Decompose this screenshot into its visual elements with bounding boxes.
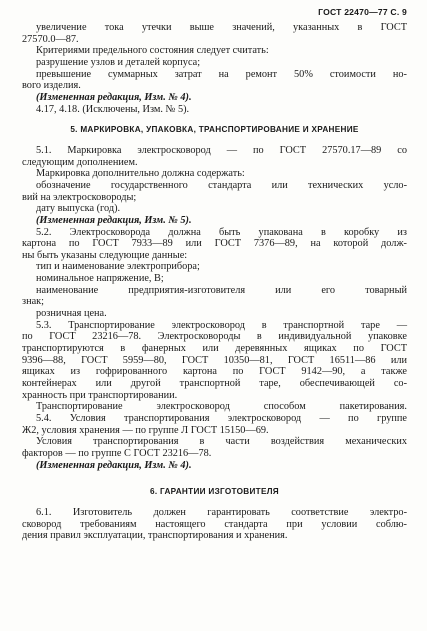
- text-line: превышение суммарных затрат на ремонт 50% стоимости но-: [36, 68, 407, 80]
- text-line: вий на электросковороды;: [22, 191, 137, 203]
- text-line: дения правил эксплуатации, транспортирования и хранения.: [22, 530, 288, 542]
- text-line: транспортируются в фанерных или деревянных ящиках по ГОСТ: [22, 343, 407, 355]
- amendment-note: (Измененная редакция, Изм. № 4).: [36, 91, 192, 103]
- text-line: Ж2, условия хранения — по группе Л ГОСТ 15150—69.: [22, 424, 269, 436]
- text-line: вого изделия.: [22, 80, 81, 92]
- text-line: следующим дополнением.: [22, 156, 138, 168]
- amendment-note: (Измененная редакция, Изм. № 5).: [36, 214, 192, 226]
- text-line: по ГОСТ 23216—78. Электросковороды в индивидуальной упаковке: [22, 331, 407, 343]
- text-line: 4.17, 4.18. (Исключены, Изм. № 5).: [36, 103, 190, 115]
- text-line: разрушение узлов и деталей корпуса;: [36, 56, 201, 68]
- text-line: знак;: [22, 296, 45, 308]
- text-line: Условия транспортирования в части воздействия механических: [36, 436, 407, 448]
- text-line: 5.3. Транспортирование электросковород в транспортной таре —: [36, 319, 407, 331]
- text-line: Маркировка дополнительно должна содержать:: [36, 168, 245, 180]
- text-line: хранность при транспортировании.: [22, 389, 178, 401]
- text-line: Критериями предельного состояния следует считать:: [36, 45, 269, 57]
- text-line: 5.2. Электросковорода должна быть упакована в коробку из: [36, 226, 407, 238]
- text-line: обозначение государственного стандарта или технических усло-: [36, 179, 407, 191]
- text-line: номинальное напряжение, В;: [36, 273, 164, 285]
- text-line: 9396—88, ГОСТ 5959—80, ГОСТ 10350—81, ГОСТ 16511—86 или: [22, 354, 407, 366]
- section-6-heading: 6. ГАРАНТИИ ИЗГОТОВИТЕЛЯ: [150, 487, 279, 497]
- text-line: картона по ГОСТ 7933—89 или ГОСТ 7376—89, на которой долж-: [22, 238, 407, 250]
- text-line: дату выпуска (год).: [36, 203, 121, 215]
- text-line: ящиках из гофрированного картона по ГОСТ 9142—90, а также: [22, 366, 407, 378]
- running-head: ГОСТ 22470—77 С. 9: [318, 7, 407, 17]
- text-line: контейнерах или другой транспортной таре, обеспечивающей со-: [22, 378, 407, 390]
- text-line: 27570.0—87.: [22, 33, 79, 45]
- text-line: ны быть указаны следующие данные:: [22, 249, 188, 261]
- text-line: увеличение тока утечки выше значений, указанных в ГОСТ: [36, 22, 407, 33]
- section-5-heading: 5. МАРКИРОВКА, УПАКОВКА, ТРАНСПОРТИРОВАНИЕ И ХРАНЕНИЕ: [70, 125, 359, 135]
- text-line: факторов — по группе С ГОСТ 23216—78.: [22, 447, 212, 459]
- text-line: сковород требованиям настоящего стандарта при условии соблю-: [22, 518, 407, 530]
- text-line: наименование предприятия-изготовителя или его товарный: [36, 284, 407, 296]
- document-body: [22, 22, 407, 542]
- text-line: Транспортирование электросковород способом пакетирования.: [36, 401, 407, 413]
- amendment-note: (Измененная редакция, Изм. № 4).: [36, 459, 192, 471]
- text-line: 5.4. Условия транспортирования электросковород — по группе: [36, 413, 407, 424]
- text-line: 6.1. Изготовитель должен гарантировать соответствие электро-: [36, 506, 407, 518]
- text-line: 5.1. Маркировка электросковород — по ГОСТ 27570.17—89 со: [36, 144, 407, 156]
- text-line: розничная цена.: [36, 308, 107, 320]
- text-line: тип и наименование электроприбора;: [36, 261, 200, 273]
